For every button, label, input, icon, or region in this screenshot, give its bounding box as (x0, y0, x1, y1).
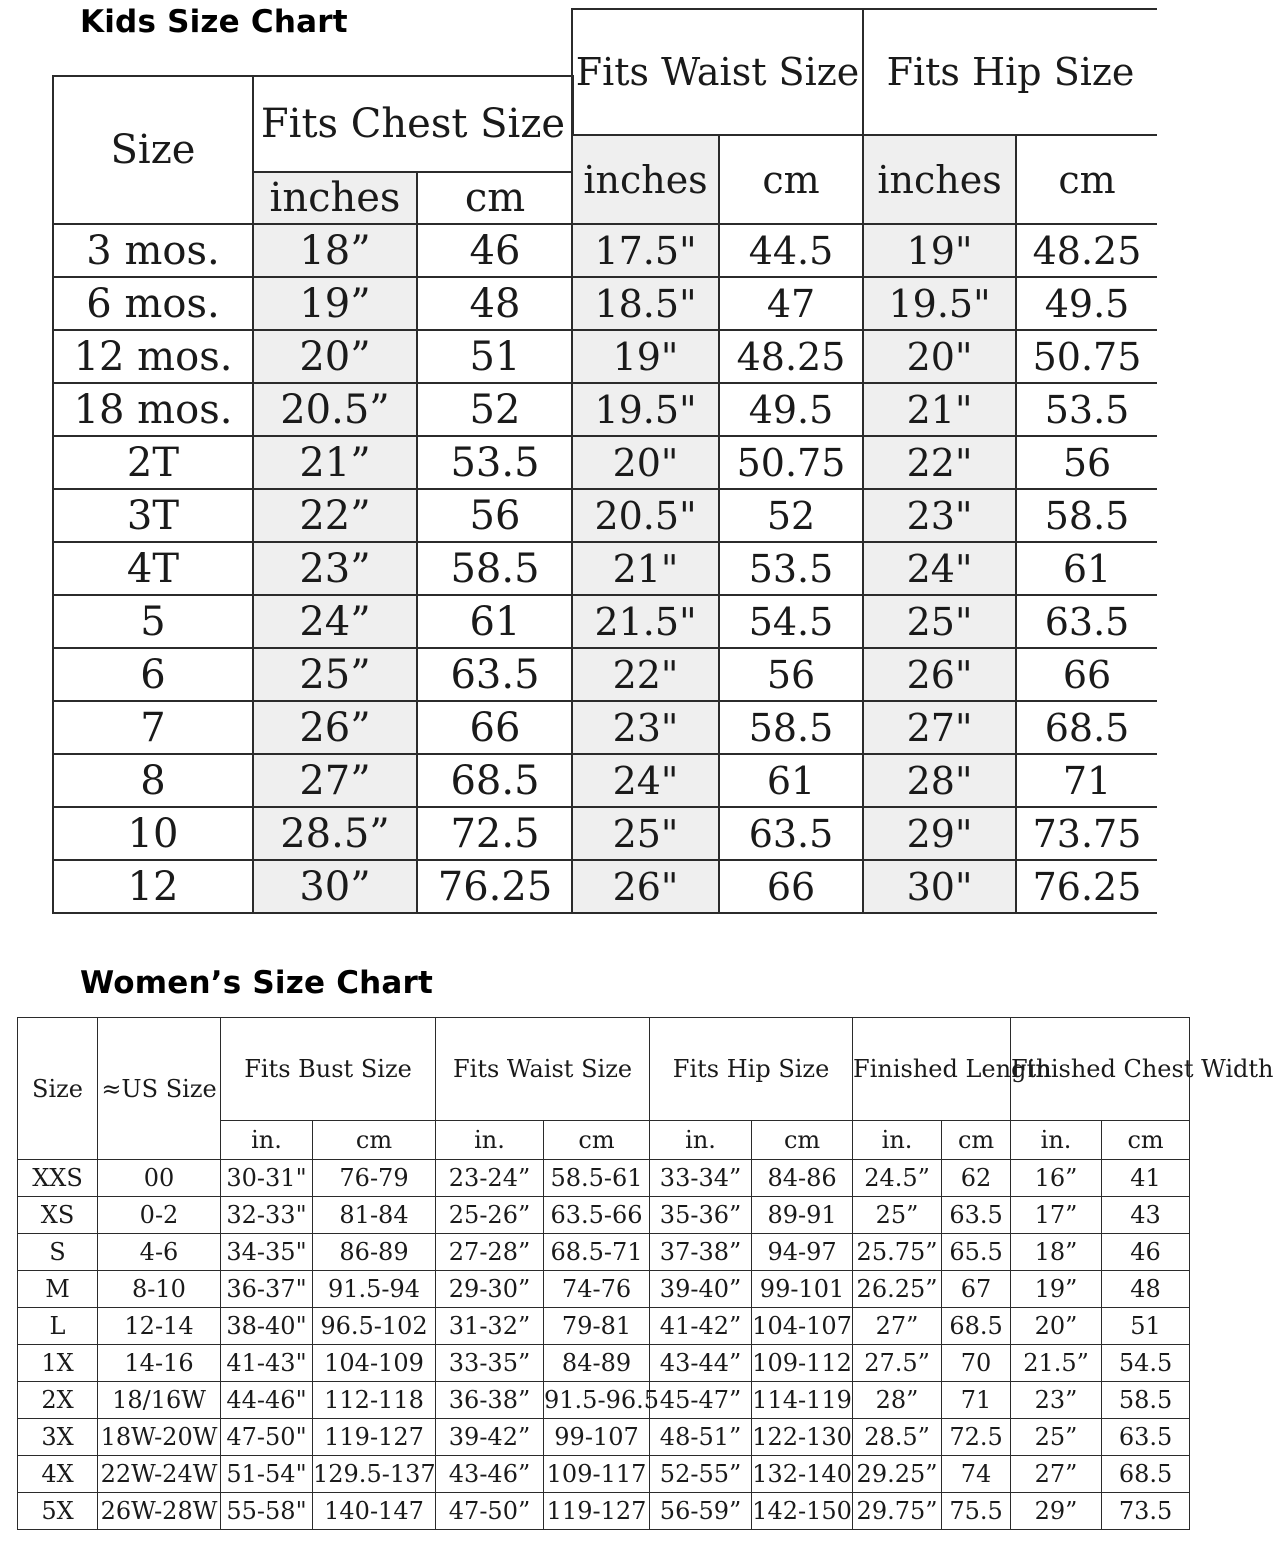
kids-chest-inches-cell: 19” (253, 277, 417, 330)
women-size-cell: 5X (18, 1493, 98, 1530)
women-bust-in-cell: 36-37" (221, 1271, 313, 1308)
kids-chest-cm-cell: 68.5 (417, 754, 573, 807)
table-row (572, 489, 1157, 542)
women-waist-cm-cell: 84-89 (544, 1345, 650, 1382)
women-hip-cm-cell: 132-140 (752, 1456, 853, 1493)
kids-waist-inches-cell: 24" (572, 754, 719, 807)
women-hip-in-cell: 56-59” (650, 1493, 752, 1530)
women-us-size-cell: 00 (98, 1160, 221, 1197)
table-row (572, 383, 1157, 436)
kids-chest-cm-cell: 76.25 (417, 860, 573, 913)
table-row (572, 648, 1157, 701)
kids-chest-cm-cell: 66 (417, 701, 573, 754)
women-length-cm-cell: 70 (942, 1345, 1011, 1382)
women-length-in-cell: 28.5” (853, 1419, 942, 1456)
women-hip-in-header: in. (650, 1121, 752, 1160)
kids-chest-cm-cell: 52 (417, 383, 573, 436)
kids-hip-inches-cell: 19.5" (863, 277, 1016, 330)
kids-waist-cm-cell: 56 (719, 648, 863, 701)
women-hip-in-cell: 35-36” (650, 1197, 752, 1234)
women-chest-width-cm-cell: 63.5 (1102, 1419, 1190, 1456)
women-waist-cm-cell: 119-127 (544, 1493, 650, 1530)
women-hip-in-cell: 45-47” (650, 1382, 752, 1419)
kids-size-header: Size (53, 76, 253, 224)
womens-size-table (17, 1017, 1273, 1530)
kids-size-cell: 18 mos. (53, 383, 253, 436)
women-waist-in-cell: 31-32” (436, 1308, 544, 1345)
women-waist-in-cell: 47-50” (436, 1493, 544, 1530)
women-chest-width-cm-cell: 48 (1102, 1271, 1190, 1308)
table-row (53, 542, 573, 595)
kids-hip-inches-cell: 28" (863, 754, 1016, 807)
kids-chest-cm-cell: 58.5 (417, 542, 573, 595)
table-row (18, 1234, 1190, 1271)
kids-chest-header: Fits Chest Size (253, 76, 573, 172)
women-us-size-cell: 22W-24W (98, 1456, 221, 1493)
kids-hip-cm-cell: 56 (1016, 436, 1157, 489)
kids-waist-inches-cell: 18.5" (572, 277, 719, 330)
table-row (572, 860, 1157, 913)
kids-chest-cm-cell: 51 (417, 330, 573, 383)
table-row (572, 224, 1157, 277)
women-chest-width-cm-cell: 54.5 (1102, 1345, 1190, 1382)
table-row (53, 224, 573, 277)
kids-hip-inches-cell: 24" (863, 542, 1016, 595)
women-waist-cm-cell: 74-76 (544, 1271, 650, 1308)
women-bust-in-cell: 30-31" (221, 1160, 313, 1197)
table-row (18, 1345, 1190, 1382)
women-hip-header: Fits Hip Size (650, 1018, 853, 1121)
kids-hip-cm-cell: 53.5 (1016, 383, 1157, 436)
women-bust-cm-cell: 112-118 (313, 1382, 436, 1419)
kids-hip-cm-cell: 50.75 (1016, 330, 1157, 383)
women-chest-width-in-cell: 21.5” (1011, 1345, 1102, 1382)
women-size-cell: M (18, 1271, 98, 1308)
women-chest-width-cm-cell: 41 (1102, 1160, 1190, 1197)
women-bust-cm-cell: 104-109 (313, 1345, 436, 1382)
table-row (53, 807, 573, 860)
women-length-cm-cell: 72.5 (942, 1419, 1011, 1456)
women-us-size-cell: 12-14 (98, 1308, 221, 1345)
women-hip-cm-cell: 114-119 (752, 1382, 853, 1419)
kids-size-cell: 5 (53, 595, 253, 648)
kids-waist-cm-cell: 44.5 (719, 224, 863, 277)
table-row (53, 860, 573, 913)
kids-hip-inches-cell: 21" (863, 383, 1016, 436)
kids-hip-cm-cell: 61 (1016, 542, 1157, 595)
women-hip-cm-cell: 122-130 (752, 1419, 853, 1456)
kids-size-cell: 10 (53, 807, 253, 860)
kids-hip-cm-header: cm (1016, 135, 1157, 224)
kids-chest-cm-cell: 46 (417, 224, 573, 277)
women-hip-in-cell: 37-38” (650, 1234, 752, 1271)
women-bust-in-cell: 51-54" (221, 1456, 313, 1493)
kids-size-cell: 12 (53, 860, 253, 913)
women-length-in-cell: 27.5” (853, 1345, 942, 1382)
women-chest-width-cm-cell: 68.5 (1102, 1456, 1190, 1493)
women-waist-in-cell: 25-26” (436, 1197, 544, 1234)
women-bust-in-cell: 32-33" (221, 1197, 313, 1234)
women-us-size-cell: 26W-28W (98, 1493, 221, 1530)
kids-waist-cm-cell: 58.5 (719, 701, 863, 754)
women-chest-width-cm-header: cm (1102, 1121, 1190, 1160)
women-bust-in-cell: 47-50" (221, 1419, 313, 1456)
women-length-in-cell: 25.75” (853, 1234, 942, 1271)
women-bust-cm-cell: 91.5-94 (313, 1271, 436, 1308)
women-hip-in-cell: 52-55” (650, 1456, 752, 1493)
kids-size-cell: 7 (53, 701, 253, 754)
women-hip-cm-cell: 109-112 (752, 1345, 853, 1382)
women-waist-cm-cell: 99-107 (544, 1419, 650, 1456)
women-bust-in-cell: 55-58" (221, 1493, 313, 1530)
women-bust-cm-cell: 76-79 (313, 1160, 436, 1197)
women-waist-in-cell: 33-35” (436, 1345, 544, 1382)
women-size-cell: XXS (18, 1160, 98, 1197)
women-hip-in-cell: 39-40” (650, 1271, 752, 1308)
women-hip-in-cell: 33-34” (650, 1160, 752, 1197)
women-us-size-cell: 18W-20W (98, 1419, 221, 1456)
women-size-cell: L (18, 1308, 98, 1345)
women-us-size-cell: 0-2 (98, 1197, 221, 1234)
kids-waist-cm-cell: 52 (719, 489, 863, 542)
kids-waist-cm-cell: 63.5 (719, 807, 863, 860)
women-chest-width-in-cell: 16” (1011, 1160, 1102, 1197)
table-row (572, 330, 1157, 383)
women-us-size-header: ≈US Size (98, 1018, 221, 1160)
kids-size-cell: 4T (53, 542, 253, 595)
kids-size-cell: 6 mos. (53, 277, 253, 330)
women-size-cell: 3X (18, 1419, 98, 1456)
women-chest-width-cm-cell: 73.5 (1102, 1493, 1190, 1530)
kids-hip-cm-cell: 68.5 (1016, 701, 1157, 754)
kids-hip-inches-cell: 30" (863, 860, 1016, 913)
table-row (53, 489, 573, 542)
table-row (572, 542, 1157, 595)
women-length-in-cell: 25” (853, 1197, 942, 1234)
women-bust-header: Fits Bust Size (221, 1018, 436, 1121)
women-waist-in-cell: 36-38” (436, 1382, 544, 1419)
women-chest-width-in-cell: 17” (1011, 1197, 1102, 1234)
kids-chest-inches-cell: 25” (253, 648, 417, 701)
kids-waist-cm-cell: 54.5 (719, 595, 863, 648)
kids-waist-inches-header: inches (572, 135, 719, 224)
kids-hip-cm-cell: 66 (1016, 648, 1157, 701)
kids-waist-cm-cell: 47 (719, 277, 863, 330)
women-waist-in-cell: 39-42” (436, 1419, 544, 1456)
women-chest-width-in-cell: 23” (1011, 1382, 1102, 1419)
kids-waist-inches-cell: 21" (572, 542, 719, 595)
kids-waist-inches-cell: 22" (572, 648, 719, 701)
table-row (18, 1197, 1190, 1234)
kids-chest-inches-cell: 24” (253, 595, 417, 648)
women-length-in-cell: 27” (853, 1308, 942, 1345)
women-hip-cm-header: cm (752, 1121, 853, 1160)
table-row (18, 1271, 1190, 1308)
kids-waist-inches-cell: 20.5" (572, 489, 719, 542)
women-size-cell: S (18, 1234, 98, 1271)
women-size-cell: XS (18, 1197, 98, 1234)
table-row (572, 754, 1157, 807)
women-waist-in-cell: 27-28” (436, 1234, 544, 1271)
women-size-cell: 1X (18, 1345, 98, 1382)
kids-size-chart-title: Kids Size Chart (80, 4, 348, 40)
kids-waist-inches-cell: 25" (572, 807, 719, 860)
women-chest-width-in-cell: 25” (1011, 1419, 1102, 1456)
women-length-cm-cell: 63.5 (942, 1197, 1011, 1234)
women-length-cm-header: cm (942, 1121, 1011, 1160)
kids-chest-cm-cell: 72.5 (417, 807, 573, 860)
women-bust-cm-cell: 140-147 (313, 1493, 436, 1530)
kids-chest-inches-cell: 27” (253, 754, 417, 807)
women-bust-cm-cell: 96.5-102 (313, 1308, 436, 1345)
kids-chest-cm-header: cm (417, 172, 573, 224)
women-bust-in-cell: 34-35" (221, 1234, 313, 1271)
kids-hip-inches-cell: 26" (863, 648, 1016, 701)
kids-size-cell: 12 mos. (53, 330, 253, 383)
kids-waist-hip-table (571, 8, 1157, 914)
women-us-size-cell: 18/16W (98, 1382, 221, 1419)
women-size-cell: 2X (18, 1382, 98, 1419)
table-row (18, 1493, 1190, 1530)
kids-hip-inches-cell: 19" (863, 224, 1016, 277)
kids-chest-inches-cell: 20” (253, 330, 417, 383)
women-length-cm-cell: 75.5 (942, 1493, 1011, 1530)
women-bust-cm-header: cm (313, 1121, 436, 1160)
women-bust-in-cell: 44-46" (221, 1382, 313, 1419)
kids-size-cell: 2T (53, 436, 253, 489)
women-chest-width-in-cell: 27” (1011, 1456, 1102, 1493)
kids-hip-inches-cell: 20" (863, 330, 1016, 383)
women-waist-cm-cell: 58.5-61 (544, 1160, 650, 1197)
women-hip-in-cell: 41-42” (650, 1308, 752, 1345)
women-length-in-header: in. (853, 1121, 942, 1160)
women-chest-width-in-header: in. (1011, 1121, 1102, 1160)
women-length-in-cell: 28” (853, 1382, 942, 1419)
women-waist-cm-cell: 63.5-66 (544, 1197, 650, 1234)
women-waist-cm-cell: 109-117 (544, 1456, 650, 1493)
women-chest-width-header: Finished Chest Width (1011, 1018, 1190, 1121)
kids-waist-header: Fits Waist Size (572, 9, 863, 135)
kids-chest-cm-cell: 53.5 (417, 436, 573, 489)
women-length-cm-cell: 67 (942, 1271, 1011, 1308)
women-bust-in-cell: 38-40" (221, 1308, 313, 1345)
kids-chest-cm-cell: 56 (417, 489, 573, 542)
women-chest-width-cm-cell: 58.5 (1102, 1382, 1190, 1419)
women-chest-width-in-cell: 29” (1011, 1493, 1102, 1530)
women-waist-cm-cell: 79-81 (544, 1308, 650, 1345)
women-chest-width-in-cell: 18” (1011, 1234, 1102, 1271)
table-row (18, 1308, 1190, 1345)
kids-chest-inches-cell: 21” (253, 436, 417, 489)
table-row (18, 1419, 1190, 1456)
table-row (572, 595, 1157, 648)
women-hip-cm-cell: 84-86 (752, 1160, 853, 1197)
kids-chest-cm-cell: 63.5 (417, 648, 573, 701)
kids-chest-inches-cell: 22” (253, 489, 417, 542)
kids-chest-inches-cell: 20.5” (253, 383, 417, 436)
kids-waist-cm-cell: 49.5 (719, 383, 863, 436)
women-hip-cm-cell: 94-97 (752, 1234, 853, 1271)
women-length-in-cell: 29.25” (853, 1456, 942, 1493)
kids-hip-cm-cell: 63.5 (1016, 595, 1157, 648)
women-chest-width-cm-cell: 46 (1102, 1234, 1190, 1271)
kids-chest-inches-header: inches (253, 172, 417, 224)
table-row (18, 1382, 1190, 1419)
women-waist-header: Fits Waist Size (436, 1018, 650, 1121)
kids-hip-inches-cell: 23" (863, 489, 1016, 542)
kids-chest-table (52, 75, 574, 914)
women-length-cm-cell: 68.5 (942, 1308, 1011, 1345)
kids-size-cell: 8 (53, 754, 253, 807)
kids-hip-cm-cell: 71 (1016, 754, 1157, 807)
kids-hip-inches-cell: 27" (863, 701, 1016, 754)
kids-chest-cm-cell: 61 (417, 595, 573, 648)
kids-chest-cm-cell: 48 (417, 277, 573, 330)
kids-size-cell: 6 (53, 648, 253, 701)
women-chest-width-cm-cell: 51 (1102, 1308, 1190, 1345)
women-chest-width-in-cell: 20” (1011, 1308, 1102, 1345)
kids-hip-inches-cell: 25" (863, 595, 1016, 648)
table-row (572, 436, 1157, 489)
womens-size-chart-title: Women’s Size Chart (80, 965, 434, 1001)
women-length-header: Finished Length (853, 1018, 1011, 1121)
women-length-cm-cell: 71 (942, 1382, 1011, 1419)
women-length-cm-cell: 74 (942, 1456, 1011, 1493)
kids-waist-cm-cell: 53.5 (719, 542, 863, 595)
kids-hip-cm-cell: 48.25 (1016, 224, 1157, 277)
table-row (53, 330, 573, 383)
kids-hip-header: Fits Hip Size (863, 9, 1157, 135)
kids-chest-inches-cell: 28.5” (253, 807, 417, 860)
kids-waist-cm-cell: 66 (719, 860, 863, 913)
women-size-header: Size (18, 1018, 98, 1160)
table-row (18, 1456, 1190, 1493)
women-bust-cm-cell: 81-84 (313, 1197, 436, 1234)
table-row (53, 595, 573, 648)
kids-waist-inches-cell: 23" (572, 701, 719, 754)
kids-waist-inches-cell: 19" (572, 330, 719, 383)
women-bust-cm-cell: 86-89 (313, 1234, 436, 1271)
table-row (53, 436, 573, 489)
kids-chest-inches-cell: 18” (253, 224, 417, 277)
kids-hip-cm-cell: 58.5 (1016, 489, 1157, 542)
kids-waist-inches-cell: 20" (572, 436, 719, 489)
kids-hip-cm-cell: 73.75 (1016, 807, 1157, 860)
kids-waist-inches-cell: 17.5" (572, 224, 719, 277)
table-row (572, 807, 1157, 860)
kids-waist-inches-cell: 19.5" (572, 383, 719, 436)
kids-size-cell: 3 mos. (53, 224, 253, 277)
women-bust-in-header: in. (221, 1121, 313, 1160)
women-length-in-cell: 26.25” (853, 1271, 942, 1308)
women-waist-in-cell: 29-30” (436, 1271, 544, 1308)
women-chest-width-in-cell: 19” (1011, 1271, 1102, 1308)
kids-chest-inches-cell: 23” (253, 542, 417, 595)
table-row (18, 1160, 1190, 1197)
women-waist-in-cell: 43-46” (436, 1456, 544, 1493)
table-row (53, 277, 573, 330)
kids-hip-inches-cell: 29" (863, 807, 1016, 860)
women-hip-cm-cell: 99-101 (752, 1271, 853, 1308)
women-hip-in-cell: 43-44” (650, 1345, 752, 1382)
women-length-in-cell: 24.5” (853, 1160, 942, 1197)
table-row (572, 277, 1157, 330)
kids-size-cell: 3T (53, 489, 253, 542)
women-bust-in-cell: 41-43" (221, 1345, 313, 1382)
women-waist-cm-cell: 91.5-96.5 (544, 1382, 650, 1419)
women-hip-cm-cell: 89-91 (752, 1197, 853, 1234)
kids-hip-cm-cell: 76.25 (1016, 860, 1157, 913)
table-row (53, 648, 573, 701)
kids-waist-cm-header: cm (719, 135, 863, 224)
women-bust-cm-cell: 119-127 (313, 1419, 436, 1456)
women-waist-cm-header: cm (544, 1121, 650, 1160)
kids-chest-inches-cell: 26” (253, 701, 417, 754)
women-hip-cm-cell: 142-150 (752, 1493, 853, 1530)
women-length-in-cell: 29.75” (853, 1493, 942, 1530)
table-row (572, 701, 1157, 754)
women-us-size-cell: 4-6 (98, 1234, 221, 1271)
women-waist-cm-cell: 68.5-71 (544, 1234, 650, 1271)
women-length-cm-cell: 62 (942, 1160, 1011, 1197)
women-chest-width-cm-cell: 43 (1102, 1197, 1190, 1234)
women-hip-cm-cell: 104-107 (752, 1308, 853, 1345)
women-us-size-cell: 8-10 (98, 1271, 221, 1308)
kids-waist-cm-cell: 61 (719, 754, 863, 807)
kids-hip-cm-cell: 49.5 (1016, 277, 1157, 330)
women-length-cm-cell: 65.5 (942, 1234, 1011, 1271)
women-hip-in-cell: 48-51” (650, 1419, 752, 1456)
kids-hip-inches-cell: 22" (863, 436, 1016, 489)
women-waist-in-header: in. (436, 1121, 544, 1160)
table-row (53, 701, 573, 754)
kids-chest-inches-cell: 30” (253, 860, 417, 913)
table-row (53, 383, 573, 436)
kids-waist-inches-cell: 26" (572, 860, 719, 913)
kids-waist-cm-cell: 48.25 (719, 330, 863, 383)
women-waist-in-cell: 23-24” (436, 1160, 544, 1197)
kids-waist-cm-cell: 50.75 (719, 436, 863, 489)
women-us-size-cell: 14-16 (98, 1345, 221, 1382)
table-row (53, 754, 573, 807)
kids-waist-inches-cell: 21.5" (572, 595, 719, 648)
women-bust-cm-cell: 129.5-137 (313, 1456, 436, 1493)
kids-hip-inches-header: inches (863, 135, 1016, 224)
women-size-cell: 4X (18, 1456, 98, 1493)
